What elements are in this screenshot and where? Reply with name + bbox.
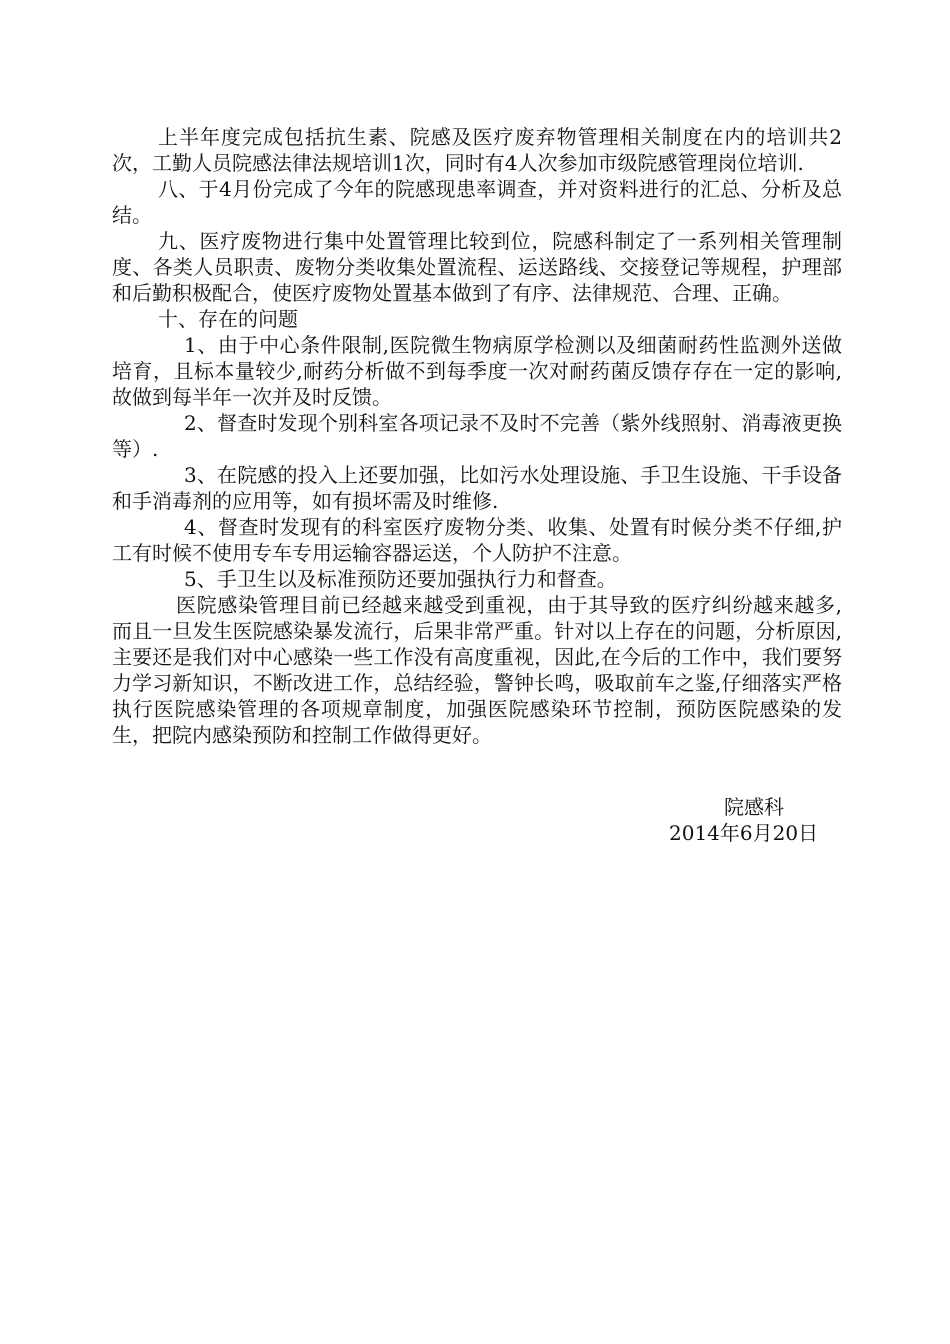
paragraph-training: 上半年度完成包括抗生素、院感及医疗废弃物管理相关制度在内的培训共2次，工勤人员院感法律法规培训1次，同时有4人次参加市级院感管理岗位培训. [112,125,842,175]
problem-item-4: 4、督查时发现有的科室医疗废物分类、收集、处置有时候分类不仔细,护工有时候不使用专车专用运输容器运送，个人防护不注意。 [112,515,842,565]
section-heading-problems: 十、存在的问题 [158,307,298,331]
paragraph-section-9: 九、医疗废物进行集中处置管理比较到位，院感科制定了一系列相关管理制度、各类人员职责、废物分类收集处置流程、运送路线、交接登记等规程，护理部和后勤积极配合，使医疗废物处置基本做到了有序、法律规范、合理、正确。 [112,229,842,305]
document-body [112,124,842,748]
paragraph-section-8: 八、于4月份完成了今年的院感现患率调查，并对资料进行的汇总、分析及总结。 [112,177,842,227]
problem-item-5: 5、手卫生以及标准预防还要加强执行力和督查。 [184,567,617,591]
paragraph-conclusion: 医院感染管理目前已经越来越受到重视，由于其导致的医疗纠纷越来越多,而且一旦发生医院感染暴发流行，后果非常严重。针对以上存在的问题，分析原因,主要还是我们对中心感染一些工作没有高度重视，因此,在今后的工作中，我们要努力学习新知识，不断改进工作，总结经验，警钟长鸣，吸取前车之鉴,仔细落实严格执行医院感染管理的各项规章制度，加强医院感染环节控制，预防医院感染的发生，把院内感染预防和控制工作做得更好。 [112,593,842,747]
problem-item-1: 1、由于中心条件限制,医院微生物病原学检测以及细菌耐药性监测外送做培育，且标本量较少,耐药分析做不到每季度一次对耐药菌反馈存存在一定的影响,故做到每半年一次并及时反馈。 [112,333,842,409]
problem-item-3: 3、在院感的投入上还要加强，比如污水处理设施、手卫生设施、干手设备和手消毒剂的应用等，如有损坏需及时维修. [112,463,842,513]
problem-item-2: 2、督查时发现个别科室各项记录不及时不完善（紫外线照射、消毒液更换等）. [112,411,842,461]
signature-department: 院感科 [724,795,784,819]
signature-date: 2014年6月20日 [669,821,819,845]
